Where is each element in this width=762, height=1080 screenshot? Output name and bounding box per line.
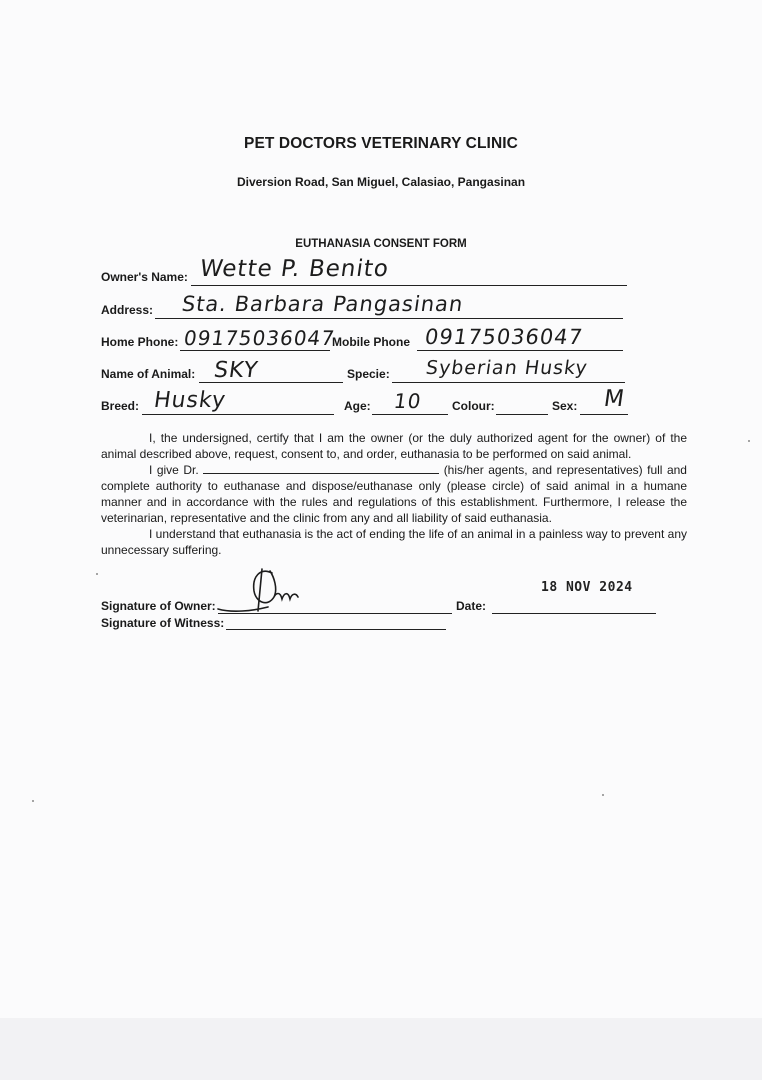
age-line [372, 414, 448, 415]
owner-signature-drawing [212, 563, 312, 619]
breed-label: Breed: [101, 399, 140, 413]
scan-speck [96, 573, 98, 575]
give-dr-label: I give Dr. [149, 463, 199, 477]
owner-name-value: Wette P. Benito [198, 256, 391, 282]
clinic-address: Diversion Road, San Miguel, Calasiao, Pangasinan [236, 175, 526, 189]
witness-signature-line [226, 629, 446, 630]
mobile-phone-label: Mobile Phone [332, 335, 410, 349]
animal-name-label: Name of Animal: [101, 367, 196, 381]
consent-text [101, 430, 687, 558]
address-line [155, 318, 623, 319]
form-title: EUTHANASIA CONSENT FORM [295, 238, 467, 250]
mobile-phone-value: 09175036047 [423, 325, 585, 349]
date-label: Date: [456, 599, 487, 613]
clinic-name: PET DOCTORS VETERINARY CLINIC [244, 135, 518, 152]
scan-speck [32, 800, 34, 802]
scan-bottom-shadow [0, 1018, 762, 1080]
consent-paragraph-3: I understand that euthanasia is the act of ending the life of an animal in a painless way to prevent any unnecessary suffering. [101, 527, 687, 557]
age-label: Age: [344, 399, 371, 413]
address-value: Sta. Barbara Pangasinan [180, 292, 466, 316]
date-stamp: 18 NOV 2024 [541, 580, 633, 595]
date-line [492, 613, 656, 614]
home-phone-label: Home Phone: [101, 335, 179, 349]
owner-signature-label: Signature of Owner: [101, 599, 216, 613]
sex-value: M [602, 386, 627, 412]
sex-label: Sex: [552, 399, 578, 413]
mobile-phone-line [417, 350, 623, 351]
owner-name-line [191, 285, 627, 286]
owner-name-label: Owner's Name: [101, 270, 188, 284]
consent-paragraph-1: I, the undersigned, certify that I am the owner (or the duly authorized agent for the owner) of the animal described above, request, consent to, and order, euthanasia to be performed on said animal. [101, 431, 687, 461]
specie-line [392, 382, 625, 383]
breed-line [142, 414, 334, 415]
doctor-name-line [203, 463, 439, 474]
colour-line [496, 414, 548, 415]
scan-speck [748, 440, 750, 442]
specie-label: Specie: [347, 367, 390, 381]
consent-paragraph-2 [101, 462, 687, 526]
colour-label: Colour: [452, 399, 495, 413]
home-phone-value: 09175036047 [182, 326, 337, 350]
consent-paragraph-2-rest: (his/her agents, and representatives) full and complete authority to euthanase and dispose/euthanase only (please circle) of said animal in a humane manner and in accordance with the rules and regulations of this establishment. Furthermore, I release the veterinarian, representative and the clinic from any and all liability of said euthanasia. [101, 463, 687, 525]
address-label: Address: [101, 303, 154, 317]
home-phone-line [180, 350, 330, 351]
sex-line [580, 414, 628, 415]
age-value: 10 [392, 389, 424, 413]
scan-speck [602, 794, 604, 796]
breed-value: Husky [152, 388, 228, 413]
witness-signature-label: Signature of Witness: [101, 616, 225, 630]
specie-value: Syberian Husky [424, 357, 590, 379]
animal-name-value: SKY [212, 358, 260, 383]
